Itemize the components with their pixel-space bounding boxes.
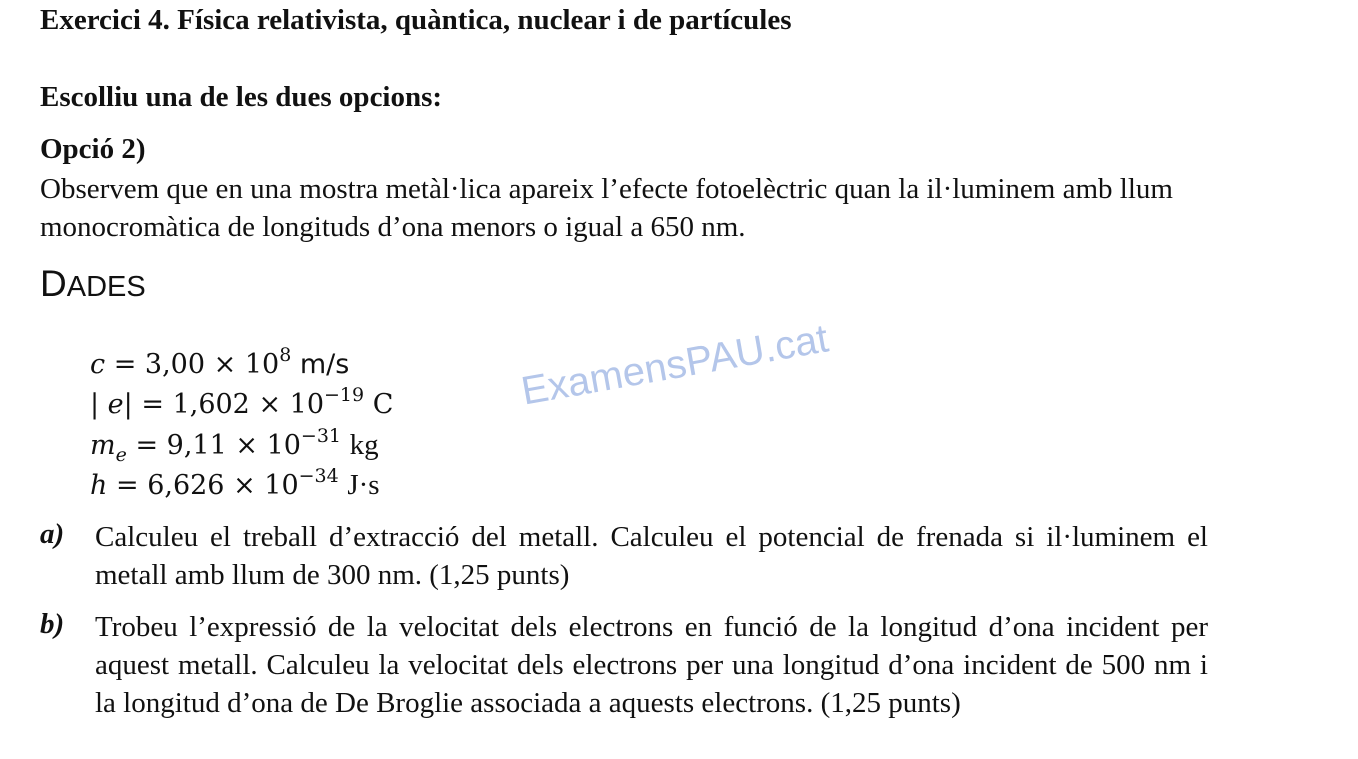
- constant-unit: kg: [349, 429, 379, 461]
- question-b-text: Trobeu l’expressió de la velocitat dels electrons en funció de la longitud d’ona incident per aquest metall. Calculeu la velocitat dels electrons per una longitud d’ona incident de 500 nm i la longitud d’ona de De Broglie associada a aquests electrons. (1,25 punts): [95, 611, 1208, 719]
- constant-value: = 3,00 × 10: [113, 349, 280, 380]
- data-heading-rest: ADES: [66, 271, 146, 303]
- exercise-title: Exercici 4. Física relativista, quàntica, nuclear i de partícules: [40, 4, 792, 36]
- constant-planck: [90, 465, 380, 502]
- constant-symbol: | e|: [90, 389, 133, 420]
- choose-option-instruction: Escolliu una de les dues opcions:: [40, 81, 443, 113]
- constant-symbol: m: [90, 430, 116, 461]
- question-a-text: Calculeu el treball d’extracció del metall. Calculeu el potencial de frenada si il·luminem el metall amb llum de 300 nm. (1,25 punts): [95, 521, 1208, 591]
- option-label: Opció 2): [40, 133, 146, 165]
- question-a-label: a): [40, 518, 65, 550]
- constant-electron-mass: [90, 425, 379, 466]
- data-heading: [40, 263, 146, 305]
- constant-exponent: −34: [298, 465, 339, 487]
- watermark: ExamensPAU.cat: [518, 316, 832, 414]
- constant-value: = 1,602 × 10: [141, 389, 325, 420]
- constant-exponent: −31: [300, 425, 342, 447]
- problem-statement: Observem que en una mostra metàl·lica apareix l’efecte fotoelèctric quan la il·luminem amb llum monocromàtica de longituds d’ona menors o igual a 650 nm.: [40, 173, 1173, 243]
- constant-speed-of-light: [90, 344, 350, 380]
- constant-subscript: e: [115, 444, 127, 466]
- constant-electron-charge: [90, 384, 394, 420]
- constant-value: = 9,11 × 10: [135, 430, 301, 461]
- constant-symbol: c: [90, 349, 106, 380]
- constant-unit: C: [372, 389, 394, 420]
- data-heading-initial: D: [40, 263, 67, 304]
- constant-value: = 6,626 × 10: [115, 470, 299, 501]
- constant-exponent: −19: [324, 384, 365, 406]
- constant-symbol: h: [90, 470, 108, 501]
- question-b-label: b): [40, 608, 65, 640]
- constant-unit: J·s: [347, 469, 380, 501]
- constant-exponent: 8: [279, 344, 292, 366]
- constant-unit: m/s: [299, 349, 350, 380]
